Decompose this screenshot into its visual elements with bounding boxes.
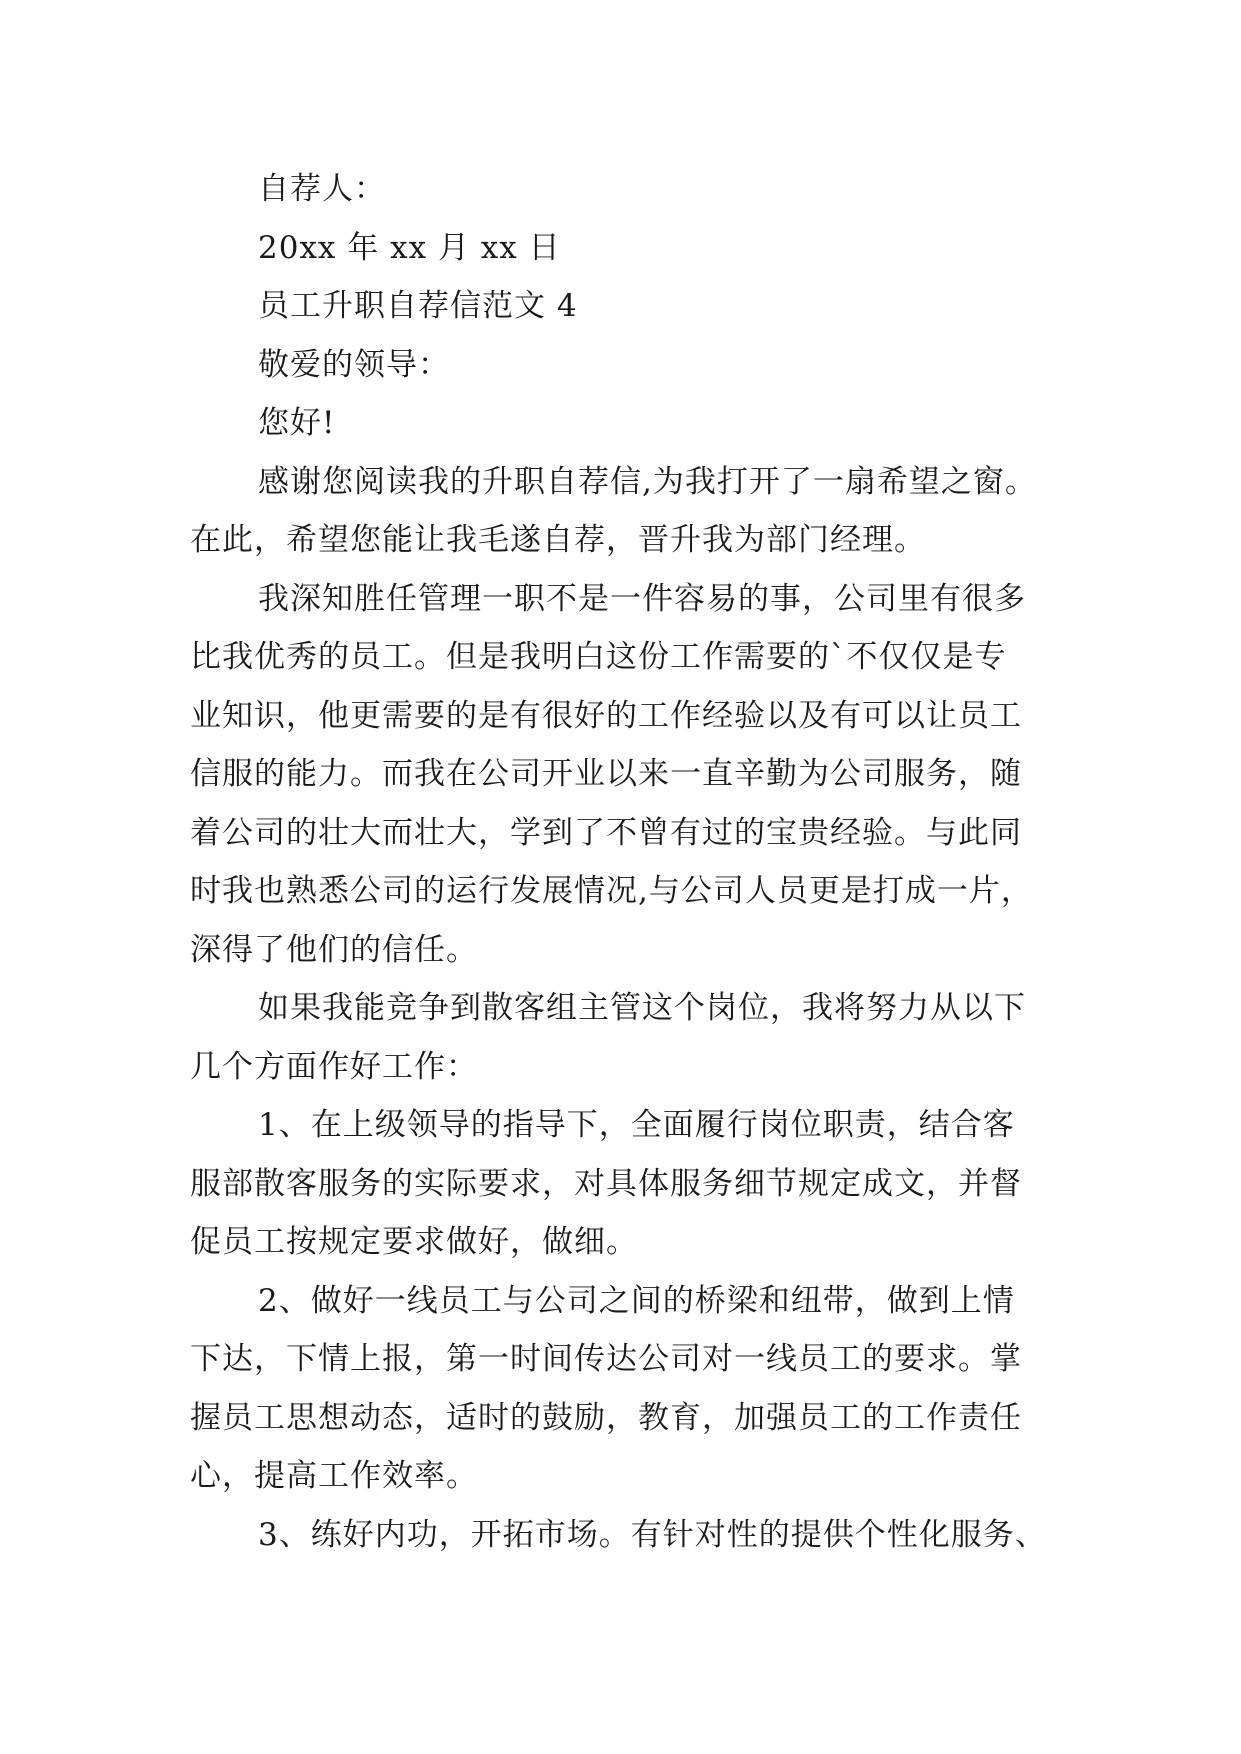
list-item-line: 促员工按规定要求做好，做细。	[190, 1224, 638, 1260]
list-item-line: 握员工思想动态，适时的鼓励，教育，加强员工的工作责任	[190, 1399, 1022, 1436]
paragraph-line: 感谢您阅读我的升职自荐信,为我打开了一扇希望之窗。	[258, 463, 1037, 500]
list-item-line: 2、做好一线员工与公司之间的桥梁和纽带，做到上情	[258, 1282, 1015, 1319]
paragraph-line: 我深知胜任管理一职不是一件容易的事，公司里有很多	[258, 580, 1026, 617]
paragraph-line: 信服的能力。而我在公司开业以来一直辛勤为公司服务，随	[190, 756, 1022, 792]
date-line: 20xx 年 xx 月 xx 日	[258, 229, 561, 266]
paragraph-line: 深得了他们的信任。	[190, 931, 478, 968]
list-item-line: 3、练好内功，开拓市场。有针对性的提供个性化服务、	[258, 1516, 1047, 1553]
paragraph-line: 在此，希望您能让我毛遂自荐，晋升我为部门经理。	[190, 522, 926, 558]
signature-label: 自荐人：	[258, 171, 386, 207]
paragraph-line: 几个方面作好工作：	[190, 1048, 478, 1085]
list-item-line: 1、在上级领导的指导下，全面履行岗位职责，结合客	[258, 1107, 1015, 1143]
paragraph-line: 如果我能竞争到散客组主管这个岗位，我将努力从以下	[258, 990, 1026, 1026]
list-item-line: 服部散客服务的实际要求，对具体服务细节规定成文，并督	[190, 1165, 1022, 1202]
section-title: 员工升职自荐信范文 4	[258, 288, 578, 324]
paragraph-line: 着公司的壮大而壮大，学到了不曾有过的宝贵经验。与此同	[190, 814, 1022, 851]
paragraph-line: 时我也熟悉公司的运行发展情况,与公司人员更是打成一片，	[190, 873, 1033, 909]
salutation: 敬爱的领导：	[258, 346, 450, 383]
greeting: 您好!	[258, 405, 336, 441]
list-item-line: 下达，下情上报，第一时间传达公司对一线员工的要求。掌	[190, 1341, 1022, 1377]
paragraph-line: 业知识，他更需要的是有很好的工作经验以及有可以让员工	[190, 697, 1022, 734]
document-body	[190, 160, 1062, 1564]
paragraph-line: 比我优秀的员工。但是我明白这份工作需要的`不仅仅是专	[190, 639, 1007, 675]
list-item-line: 心，提高工作效率。	[190, 1458, 478, 1494]
